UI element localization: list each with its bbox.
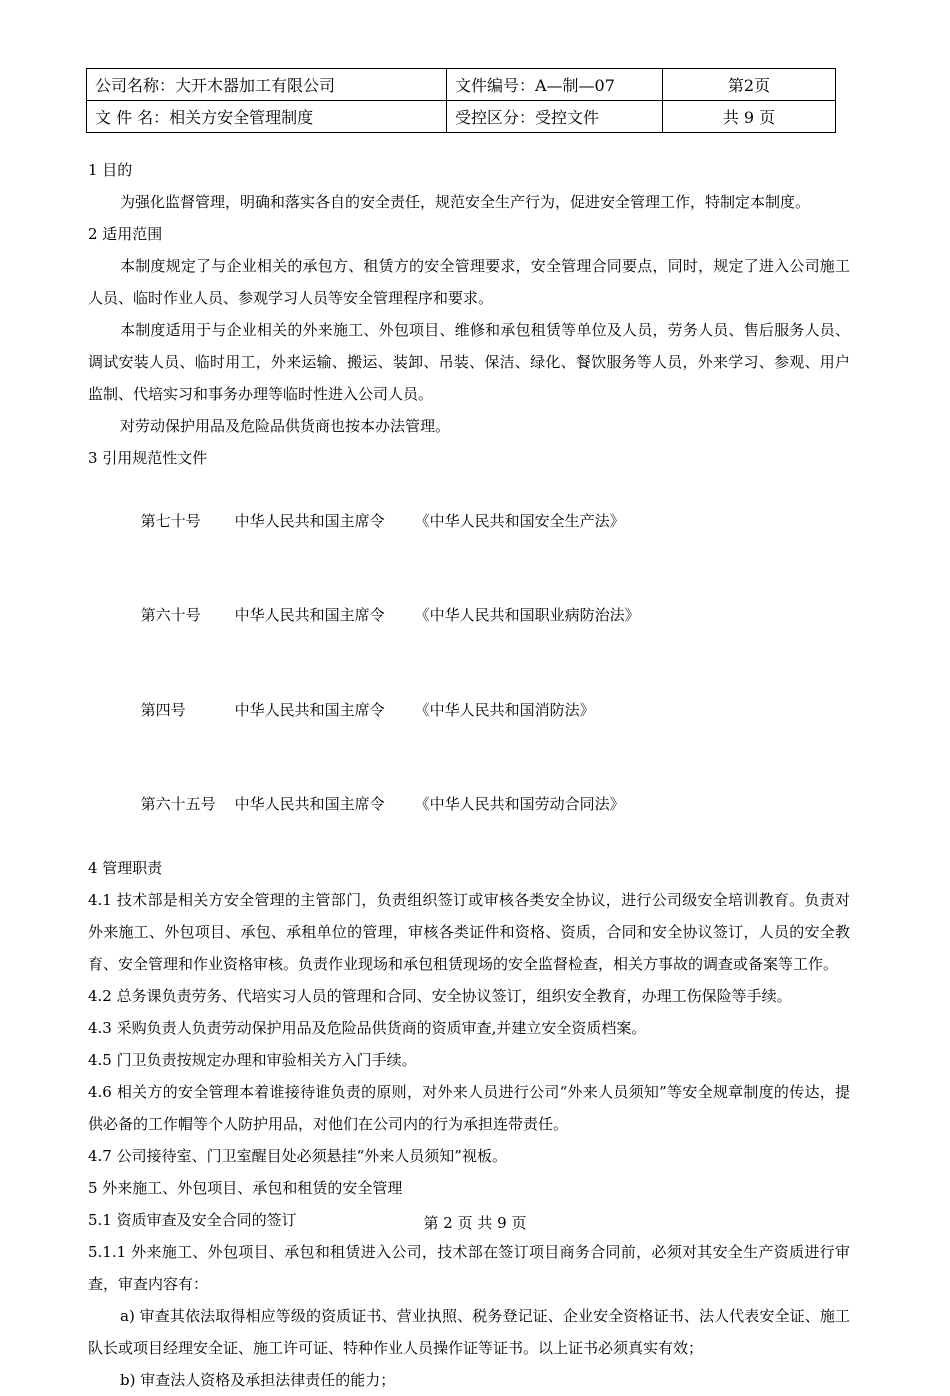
page-footer: 第 2 页 共 9 页 xyxy=(423,1214,527,1232)
reference-issuer: 中华人民共和国主席令 xyxy=(234,606,385,624)
total-pages-cell: 共 9 页 xyxy=(663,101,836,133)
section-5-title: 5 外来施工、外包项目、承包和租赁的安全管理 xyxy=(88,1179,403,1197)
reference-item xyxy=(88,758,850,853)
header-table xyxy=(86,68,836,133)
clause-5-1: 5.1 资质审查及安全合同的签订 xyxy=(88,1211,297,1229)
list-item-b: b) 审查法人资格及承担法律责任的能力； xyxy=(120,1371,396,1389)
reference-law: 《中华人民共和国安全生产法》 xyxy=(414,511,625,530)
reference-item xyxy=(88,569,850,664)
section-1-title: 1 目的 xyxy=(88,161,133,179)
section-4-title: 4 管理职责 xyxy=(88,859,163,877)
section-2-paragraph-2: 本制度适用于与企业相关的外来施工、外包项目、维修和承包租赁等单位及人员，劳务人员、售后服务人员、调试安装人员、临时用工，外来运输、搬运、装卸、吊装、保洁、绿化、餐饮服务等人员，外来学习、参观、用户监制、代培实习和事务办理等临时性进入公司人员。 xyxy=(88,321,850,403)
clause-4-3: 4.3 采购负责人负责劳动保护用品及危险品供货商的资质审查,并建立安全资质档案。 xyxy=(88,1019,647,1037)
company-name-cell: 公司名称：大开木器加工有限公司 xyxy=(87,69,447,101)
section-2-title: 2 适用范围 xyxy=(88,225,163,243)
file-number-cell: 文件编号：A—制—07 xyxy=(447,69,663,101)
page-cell: 第2页 xyxy=(663,69,836,101)
reference-issuer: 中华人民共和国主席令 xyxy=(234,795,385,813)
clause-4-7: 4.7 公司接待室、门卫室醒目处必须悬挂“外来人员须知”视板。 xyxy=(88,1147,507,1165)
section-3-title: 3 引用规范性文件 xyxy=(88,449,208,467)
document-body xyxy=(88,154,850,1396)
control-status-cell: 受控区分：受控文件 xyxy=(447,101,663,133)
reference-number: 第七十号 xyxy=(140,511,201,530)
clause-5-1-1: 5.1.1 外来施工、外包项目、承包和租赁进入公司，技术部在签订项目商务合同前，必须对其安全生产资质进行审查，审查内容有： xyxy=(88,1243,850,1293)
header-row-1 xyxy=(87,69,836,101)
reference-law: 《中华人民共和国劳动合同法》 xyxy=(414,795,625,813)
section-2-paragraph-3: 对劳动保护用品及危险品供货商也按本办法管理。 xyxy=(120,417,451,435)
reference-number: 第六十号 xyxy=(140,606,201,624)
section-2-paragraph-1: 本制度规定了与企业相关的承包方、租赁方的安全管理要求，安全管理合同要点，同时，规定了进入公司施工人员、临时作业人员、参观学习人员等安全管理程序和要求。 xyxy=(88,257,850,307)
reference-issuer: 中华人民共和国主席令 xyxy=(234,700,385,719)
list-item-a: a) 审查其依法取得相应等级的资质证书、营业执照、税务登记证、企业安全资格证书、法人代表安全证、施工队长或项目经理安全证、施工许可证、特种作业人员操作证等证书。以上证书必须真实有效； xyxy=(88,1307,850,1357)
document-name-cell: 文 件 名：相关方安全管理制度 xyxy=(87,101,447,133)
header-row-2 xyxy=(87,101,836,133)
clause-4-2: 4.2 总务课负责劳务、代培实习人员的管理和合同、安全协议签订，组织安全教育，办理工伤保险等手续。 xyxy=(88,987,792,1005)
section-1-paragraph: 为强化监督管理，明确和落实各自的安全责任，规范安全生产行为，促进安全管理工作，特制定本制度。 xyxy=(120,193,811,211)
reference-issuer: 中华人民共和国主席令 xyxy=(234,511,385,530)
clause-4-6: 4.6 相关方的安全管理本着谁接待谁负责的原则，对外来人员进行公司“外来人员须知”等安全规章制度的传达，提供必备的工作帽等个人防护用品，对他们在公司内的行为承担连带责任。 xyxy=(88,1083,850,1133)
reference-item xyxy=(88,474,850,569)
reference-law: 《中华人民共和国职业病防治法》 xyxy=(414,606,640,624)
reference-item xyxy=(88,663,850,758)
clause-4-1: 4.1 技术部是相关方安全管理的主管部门，负责组织签订或审核各类安全协议，进行公司级安全培训教育。负责对外来施工、外包项目、承包、承租单位的管理，审核各类证件和资格、资质，合同和安全协议签订，人员的安全教育、安全管理和作业资格审核。负责作业现场和承包租赁现场的安全监督检查，相关方事故的调查或备案等工作。 xyxy=(88,891,850,973)
reference-number: 第六十五号 xyxy=(140,795,216,813)
reference-law: 《中华人民共和国消防法》 xyxy=(414,700,595,719)
clause-4-5: 4.5 门卫负责按规定办理和审验相关方入门手续。 xyxy=(88,1051,417,1069)
reference-number: 第四号 xyxy=(140,700,186,719)
